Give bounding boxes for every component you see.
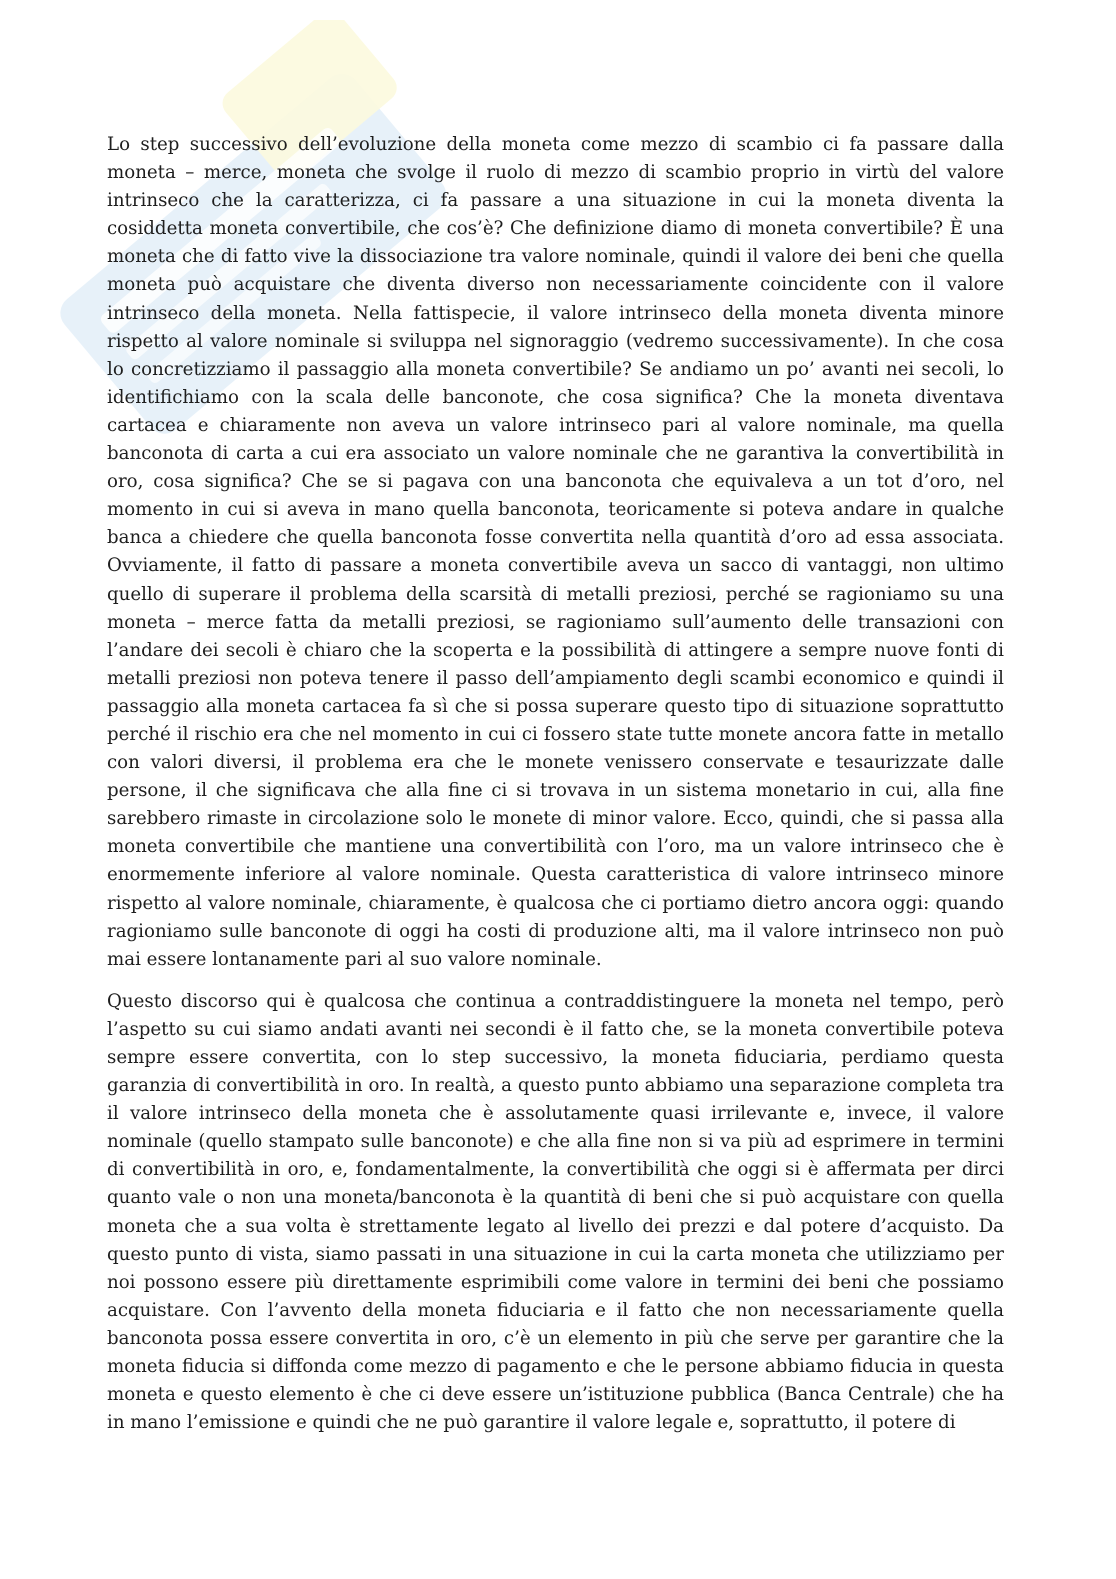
document-body: [107, 131, 1004, 1437]
paragraph: Questo discorso qui è qualcosa che continua a contraddistinguere la moneta nel tempo, però l’aspetto su cui siamo andati avanti nei secondi è il fatto che, se la moneta convertibile poteva sempre essere convertita, con lo step successivo, la moneta fiduciaria, perdiamo questa garanzia di convertibilità in oro. In realtà, a questo punto abbiamo una separazione completa tra il valore intrinseco della moneta che è assolutamente quasi irrilevante e, invece, il valore nominale (quello stampato sulle banconote) e che alla fine non si va più ad esprimere in termini di convertibilità in oro, e, fondamentalmente, la convertibilità che oggi si è affermata per dirci quanto vale o non una moneta/banconota è la quantità di beni che si può acquistare con quella moneta che a sua volta è strettamente legato al livello dei prezzi e dal potere d’acquisto. Da questo punto di vista, siamo passati in una situazione in cui la carta moneta che utilizziamo per noi possono essere più direttamente esprimibili come valore in termini dei beni che possiamo acquistare. Con l’avvento della moneta fiduciaria e il fatto che non necessariamente quella banconota possa essere convertita in oro, c’è un elemento in più che serve per garantire che la moneta fiducia si diffonda come mezzo di pagamento e che le persone abbiamo fiducia in questa moneta e questo elemento è che ci deve essere un’istituzione pubblica (Banca Centrale) che ha in mano l’emissione e quindi che ne può garantire il valore legale e, soprattutto, il potere di: [107, 990, 1004, 1434]
paragraph: Lo step successivo dell’evoluzione della moneta come mezzo di scambio ci fa passare dalla moneta – merce, moneta che svolge il ruolo di mezzo di scambio proprio in virtù del valore intrinseco che la caratterizza, ci fa passare a una situazione in cui la moneta diventa la cosiddetta moneta convertibile, che cos’è? Che definizione diamo di moneta convertibile? È una moneta che di fatto vive la dissociazione tra valore nominale, quindi il valore dei beni che quella moneta può acquistare che diventa diverso non necessariamente coincidente con il valore intrinseco della moneta. Nella fattispecie, il valore intrinseco della moneta diventa minore rispetto al valore nominale si sviluppa nel signoraggio (vedremo successivamente). In che cosa lo concretizziamo il passaggio alla moneta convertibile? Se andiamo un po’ avanti nei secoli, lo identifichiamo con la scala delle banconote, che cosa significa? Che la moneta diventava cartacea e chiaramente non aveva un valore intrinseco pari al valore nominale, ma quella banconota di carta a cui era associato un valore nominale che ne garantiva la convertibilità in oro, cosa significa? Che se si pagava con una banconota che equivaleva a un tot d’oro, nel momento in cui si aveva in mano quella banconota, teoricamente si poteva andare in qualche banca a chiedere che quella banconota fosse convertita nella quantità d’oro ad essa associata. Ovviamente, il fatto di passare a moneta convertibile aveva un sacco di vantaggi, non ultimo quello di superare il problema della scarsità di metalli preziosi, perché se ragioniamo su una moneta – merce fatta da metalli preziosi, se ragioniamo sull’aumento delle transazioni con l’andare dei secoli è chiaro che la scoperta e la possibilità di attingere a sempre nuove fonti di metalli preziosi non poteva tenere il passo dell’ampiamento degli scambi economico e quindi il passaggio alla moneta cartacea fa sì che si possa superare questo tipo di situazione soprattutto perché il rischio era che nel momento in cui ci fossero state tutte monete ancora fatte in metallo con valori diversi, il problema era che le monete venissero conservate e tesaurizzate dalle persone, il che significava che alla fine ci si trovava in un sistema monetario in cui, alla fine sarebbero rimaste in circolazione solo le monete di minor valore. Ecco, quindi, che si passa alla moneta convertibile che mantiene una convertibilità con l’oro, ma un valore intrinseco che è enormemente inferiore al valore nominale. Questa caratteristica di valore intrinseco minore rispetto al valore nominale, chiaramente, è qualcosa che ci portiamo dietro ancora oggi: quando ragioniamo sulle banconote di oggi ha costi di produzione alti, ma il valore intrinseco non può mai essere lontanamente pari al suo valore nominale.: [107, 134, 1004, 970]
